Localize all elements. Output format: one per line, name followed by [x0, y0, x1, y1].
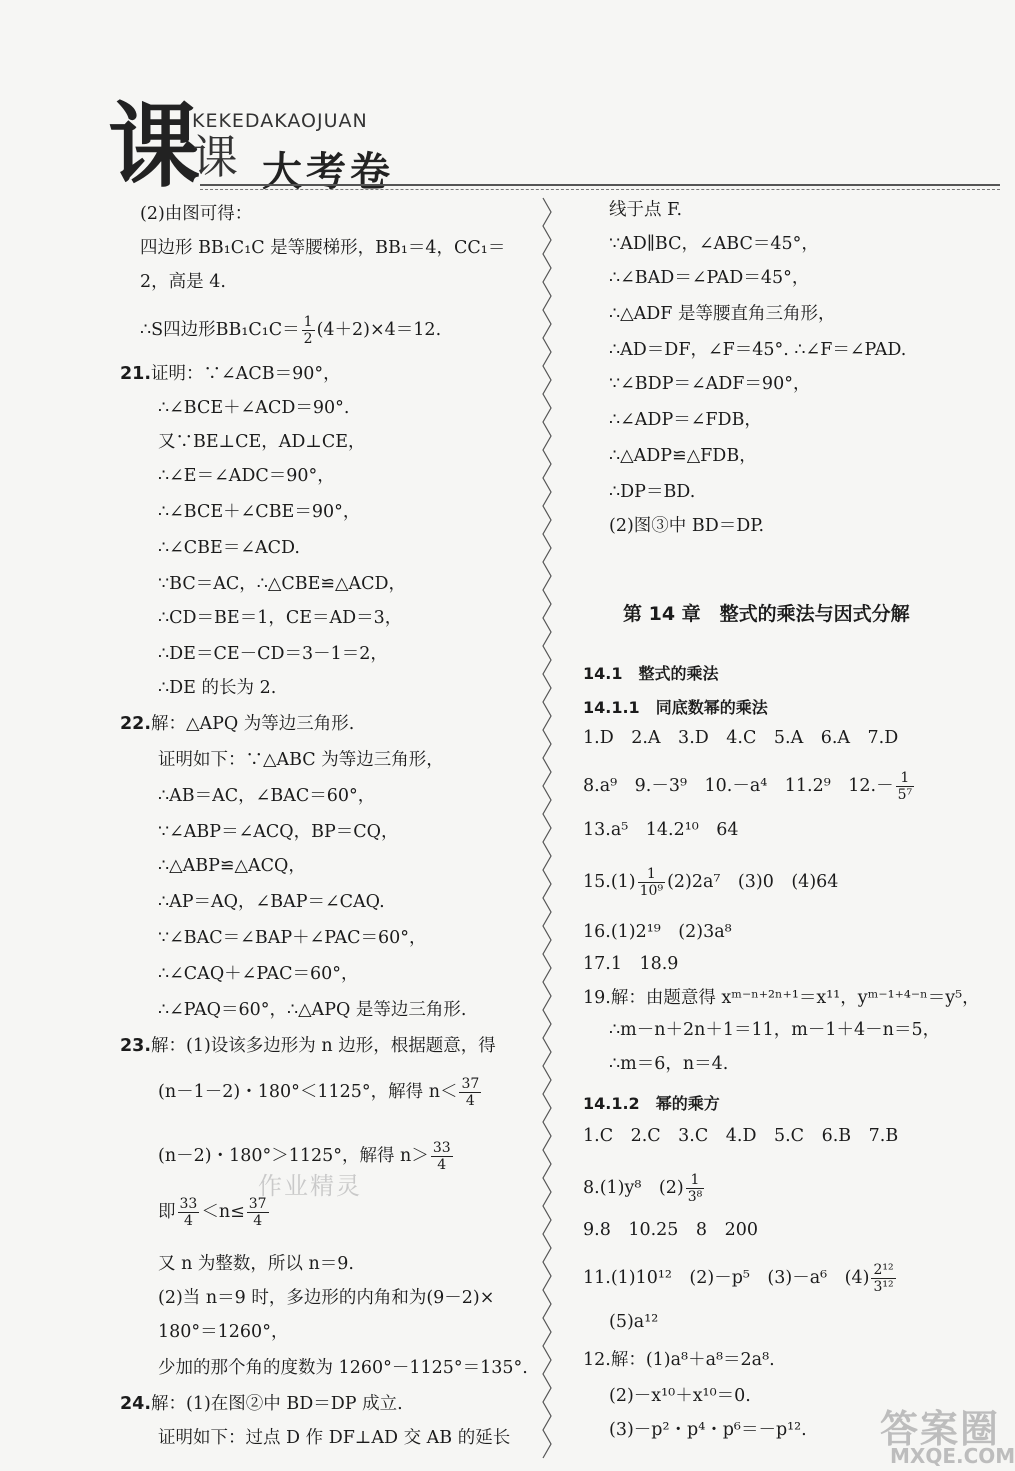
text-span: (n－1－2)・180°＜1125°，解得 n＜ [158, 1082, 458, 1102]
text-line: 四边形 BB₁C₁C 是等腰梯形，BB₁＝4，CC₁＝ [140, 238, 506, 258]
numerator: 37 [248, 1196, 267, 1212]
header-rule [200, 184, 1000, 186]
text-line: ∴m－n＋2n＋1＝11，m－1＋4－n＝5， [609, 1020, 941, 1040]
answer-line [583, 1262, 898, 1295]
text-line: ∵BC＝AC，∴△CBE≌△ACD， [158, 574, 407, 594]
text-line: 又∵BE⊥CE，AD⊥CE， [158, 432, 366, 452]
text-line: ∵AD∥BC，∠ABC＝45°， [609, 234, 819, 254]
problem-number: 21. [120, 364, 152, 384]
text-line: 证明如下：∵△ABC 为等边三角形， [158, 750, 444, 770]
text-span: ∴S四边形BB₁C₁C＝ [140, 320, 300, 340]
page-header [0, 0, 1000, 200]
text-line: ∴AD＝DF，∠F＝45°. ∴∠F＝∠PAD. [609, 340, 907, 360]
subsection-title: 14.1.2 幂的乘方 [583, 1094, 720, 1113]
fraction [638, 866, 665, 899]
text-span: 8.a⁹ 9.－3⁹ 10.－a⁴ 11.2⁹ 12.－ [583, 776, 894, 796]
denominator: 10⁹ [639, 883, 664, 899]
numerator: 37 [461, 1076, 480, 1092]
formula-line [140, 314, 441, 347]
text-span: 解：(1)设该多边形为 n 边形，根据题意，得 [151, 1036, 496, 1056]
text-line: ∴∠ADP＝∠FDB， [609, 410, 762, 430]
text-line: (2)－x¹⁰＋x¹⁰＝0. [609, 1386, 751, 1406]
text-line: (2)由图可得： [140, 204, 253, 224]
problem-number: 22. [120, 714, 152, 734]
text-line: 证明如下：过点 D 作 DF⊥AD 交 AB 的延长 [158, 1428, 511, 1448]
formula-line [158, 1196, 271, 1229]
text-span: (n－2)・180°＞1125°，解得 n＞ [158, 1146, 429, 1166]
site-watermark [880, 1398, 1015, 1468]
answer-line: 1.D 2.A 3.D 4.C 5.A 6.A 7.D [583, 728, 899, 748]
formula-line [158, 1076, 483, 1109]
watermark-url: MXQE.COM [890, 1444, 1015, 1468]
denominator: 3¹² [873, 1279, 894, 1295]
answer-line: 17.1 18.9 [583, 954, 679, 974]
numerator: 2¹² [873, 1262, 894, 1278]
answer-line [583, 866, 838, 899]
logo-subtitle: 大考卷 [262, 148, 394, 195]
faint-stamp: 作业精灵 [258, 1172, 362, 1200]
header-rule-dashed [200, 189, 1000, 190]
text-span: ＜n≤ [201, 1202, 245, 1222]
denominator: 2 [303, 331, 313, 347]
text-line: ∴∠PAQ＝60°，∴△APQ 是等边三角形. [158, 1000, 467, 1020]
text-line: ∴∠CBE＝∠ACD. [158, 538, 300, 558]
text-span: 即 [158, 1202, 176, 1222]
answer-line: 9.8 10.25 8 200 [583, 1220, 758, 1240]
text-line: ∵∠ABP＝∠ACQ，BP＝CQ， [158, 822, 399, 842]
problem-number: 23. [120, 1036, 152, 1056]
text-line: ∴∠BAD＝∠PAD＝45°， [609, 268, 810, 288]
fraction [896, 770, 915, 803]
numerator: 1 [638, 866, 665, 883]
denominator: 5⁷ [897, 787, 913, 803]
denominator: 4 [183, 1213, 193, 1229]
answer-line: 16.(1)2¹⁹ (2)3a⁸ [583, 922, 732, 942]
text-span: 解：△APQ 为等边三角形. [151, 714, 355, 734]
text-line: (5)a¹² [609, 1312, 659, 1332]
text-line: ∴DE＝CE－CD＝3－1＝2， [158, 644, 388, 664]
text-line: 180°＝1260°， [158, 1322, 289, 1342]
denominator: 4 [437, 1157, 447, 1173]
subsection-title: 14.1.1 同底数幂的乘法 [583, 698, 768, 717]
denominator: 3⁸ [687, 1189, 703, 1205]
text-span: (2)2a⁷ (3)0 (4)64 [667, 872, 839, 892]
text-line: ∴m＝6，n＝4. [609, 1054, 729, 1074]
text-line: (2)当 n＝9 时，多边形的内角和为(9－2)× [158, 1288, 495, 1308]
text-line: ∴△ADP≌△FDB， [609, 446, 757, 466]
text-line: ∴DP＝BD. [609, 482, 696, 502]
problem-21 [120, 362, 341, 386]
problem-23 [120, 1034, 496, 1058]
logo-character-small: 课 [192, 130, 238, 184]
denominator: 4 [253, 1213, 263, 1229]
logo-character: 课 [108, 92, 201, 200]
problem-22 [120, 712, 354, 736]
text-line: ∵∠BAC＝∠BAP＋∠PAC＝60°， [158, 928, 427, 948]
fraction [871, 1262, 895, 1295]
text-span: 解：(1)在图②中 BD＝DP 成立. [151, 1394, 403, 1414]
numerator: 1 [303, 314, 313, 330]
text-line: ∴AB＝AC，∠BAC＝60°， [158, 786, 376, 806]
fraction [302, 314, 315, 347]
fraction [459, 1076, 481, 1109]
numerator: 1 [896, 770, 915, 787]
watermark-logo: 答案圈 [880, 1407, 1001, 1451]
text-span: 8.(1)y⁸ (2) [583, 1178, 684, 1198]
text-line: 线于点 F. [609, 200, 683, 220]
numerator: 1 [686, 1172, 705, 1189]
fraction [178, 1196, 200, 1229]
text-span: 证明：∵∠ACB＝90°， [151, 364, 341, 384]
text-line: ∴∠BCE＋∠ACD＝90°. [158, 398, 350, 418]
text-line: ∴△ADF 是等腰直角三角形， [609, 304, 836, 324]
problem-number: 24. [120, 1394, 152, 1414]
fraction [686, 1172, 705, 1205]
text-span: (4＋2)×4＝12. [316, 320, 442, 340]
text-line: (3)－p²・p⁴・p⁶＝－p¹². [609, 1420, 807, 1440]
fraction [431, 1140, 453, 1173]
text-span: 15.(1) [583, 872, 636, 892]
text-line: ∴∠E＝∠ADC＝90°， [158, 466, 335, 486]
answer-line: 1.C 2.C 3.C 4.D 5.C 6.B 7.B [583, 1126, 899, 1146]
text-line: ∴AP＝AQ，∠BAP＝∠CAQ. [158, 892, 385, 912]
answer-line: 12.解：(1)a⁸＋a⁸＝2a⁸. [583, 1350, 775, 1370]
text-line: ∴∠BCE＋∠CBE＝90°， [158, 502, 361, 522]
text-line: 少加的那个角的度数为 1260°－1125°＝135°. [158, 1358, 528, 1378]
text-line: ∵∠BDP＝∠ADF＝90°， [609, 374, 811, 394]
text-line: (2)图③中 BD＝DP. [609, 516, 765, 536]
denominator: 4 [465, 1093, 475, 1109]
text-line: 又 n 为整数，所以 n＝9. [158, 1254, 354, 1274]
text-line: ∴DE 的长为 2. [158, 678, 277, 698]
answer-line [583, 770, 916, 803]
numerator: 33 [179, 1196, 198, 1212]
answer-line: 19.解：由题意得 xᵐ⁻ⁿ⁺²ⁿ⁺¹＝x¹¹，yᵐ⁻¹⁺⁴⁻ⁿ＝y⁵， [583, 988, 980, 1008]
text-span: 11.(1)10¹² (2)－p⁵ (3)－a⁶ (4) [583, 1268, 870, 1288]
answer-line [583, 1172, 706, 1205]
column-divider-zigzag [538, 198, 556, 1458]
problem-24 [120, 1392, 403, 1416]
text-line: 2，高是 4. [140, 272, 226, 292]
chapter-title: 第 14 章 整式的乘法与因式分解 [623, 603, 910, 625]
text-line: ∴∠CAQ＋∠PAC＝60°， [158, 964, 359, 984]
text-line: ∴△ABP≌△ACQ， [158, 856, 306, 876]
section-title: 14.1 整式的乘法 [583, 664, 719, 683]
answer-line: 13.a⁵ 14.2¹⁰ 64 [583, 820, 739, 840]
numerator: 33 [432, 1140, 451, 1156]
text-line: ∴CD＝BE＝1，CE＝AD＝3， [158, 608, 403, 628]
logo-pinyin: KEKEDAKAOJUAN [192, 110, 368, 132]
